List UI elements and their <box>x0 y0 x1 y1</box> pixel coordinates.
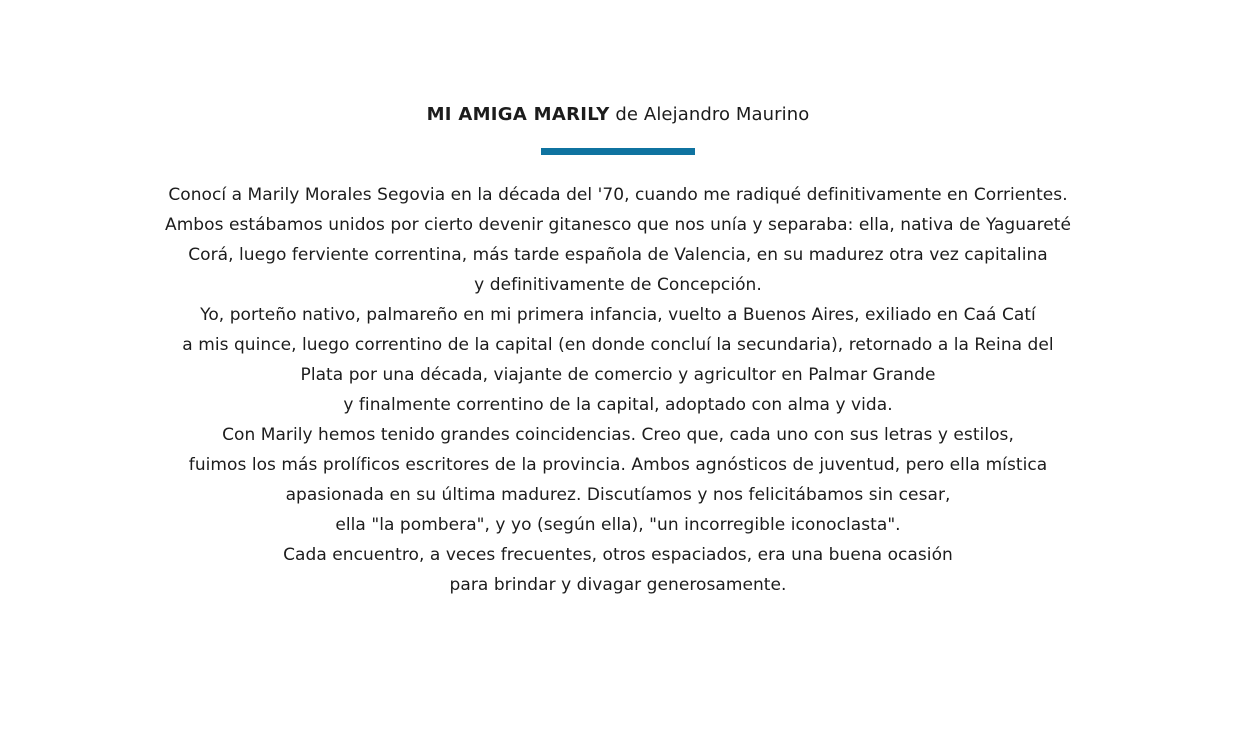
body-line: Cada encuentro, a veces frecuentes, otros espaciados, era una buena ocasión <box>283 545 953 565</box>
body-line: a mis quince, luego correntino de la capital (en donde concluí la secundaria), retornado a la Reina del <box>182 335 1054 355</box>
body-line: Conocí a Marily Morales Segovia en la década del '70, cuando me radiqué definitivamente en Corrientes. <box>168 185 1068 205</box>
body-line: Ambos estábamos unidos por cierto devenir gitanesco que nos unía y separaba: ella, nativa de Yaguareté <box>165 215 1071 235</box>
body-line: y definitivamente de Concepción. <box>474 275 762 295</box>
body-line: fuimos los más prolíficos escritores de la provincia. Ambos agnósticos de juventud, pero ella mística <box>188 455 1048 475</box>
body-line: para brindar y divagar generosamente. <box>449 575 787 595</box>
title-divider <box>541 148 695 155</box>
body-line: Plata por una década, viajante de comercio y agricultor en Palmar Grande <box>300 365 936 385</box>
article-body <box>0 180 1236 600</box>
body-line: apasionada en su última madurez. Discutíamos y nos felicitábamos sin cesar, <box>285 485 951 505</box>
article-title-main: MI AMIGA MARILY <box>426 104 610 125</box>
article-title <box>0 101 1236 129</box>
body-line: Corá, luego ferviente correntina, más tarde española de Valencia, en su madurez otra vez capitalina <box>188 245 1048 265</box>
body-line: y finalmente correntino de la capital, adoptado con alma y vida. <box>343 395 893 415</box>
article-title-author: de Alejandro Maurino <box>609 104 810 125</box>
body-line: ella "la pombera", y yo (según ella), "un incorregible iconoclasta". <box>335 515 901 535</box>
body-line: Yo, porteño nativo, palmareño en mi primera infancia, vuelto a Buenos Aires, exiliado en Caá Catí <box>200 305 1036 325</box>
body-line: Con Marily hemos tenido grandes coincidencias. Creo que, cada uno con sus letras y estilos, <box>222 425 1014 445</box>
